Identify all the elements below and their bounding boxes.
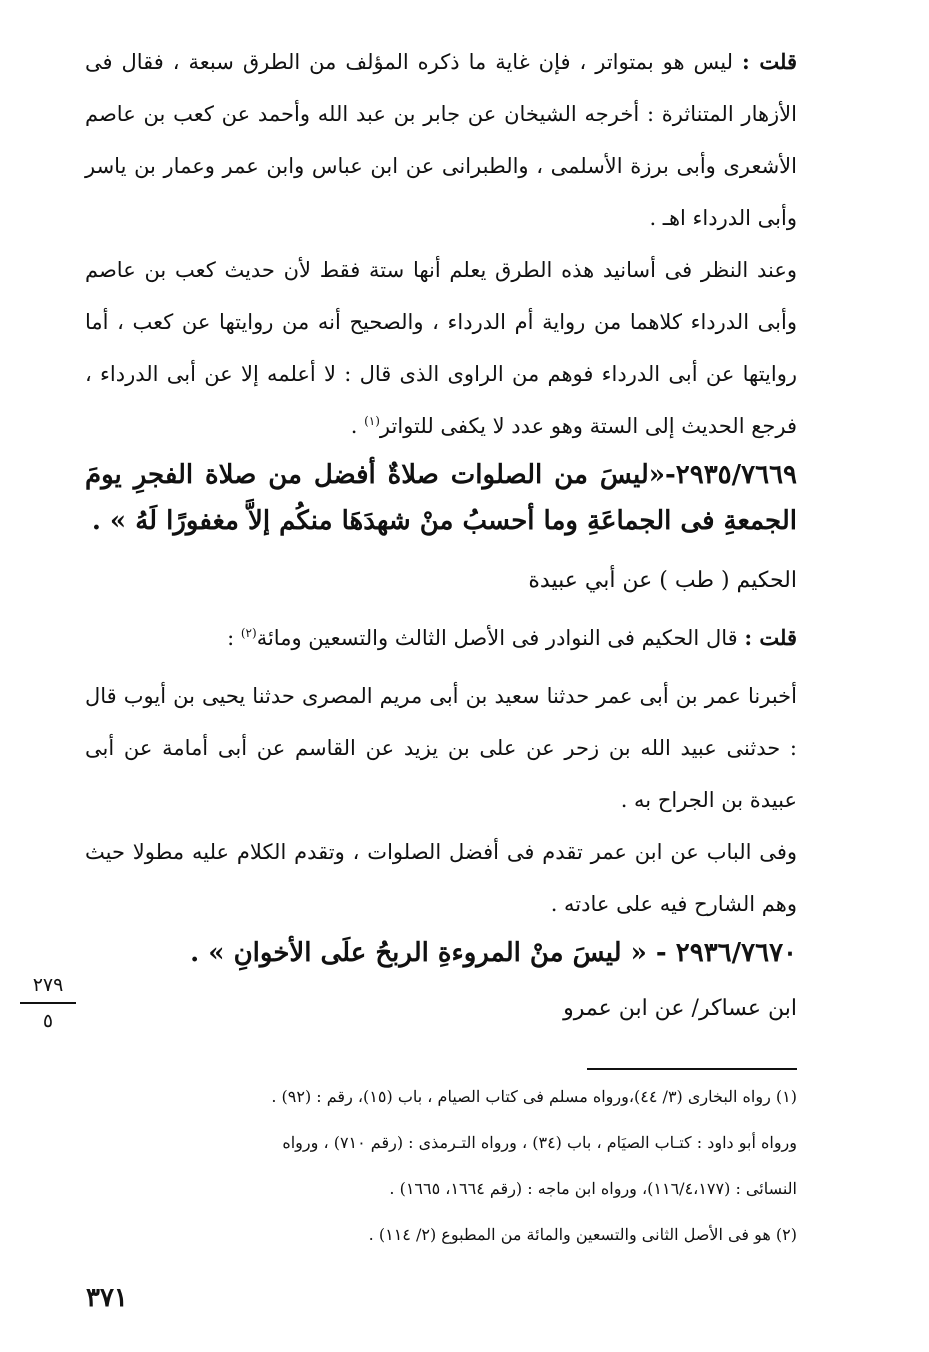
footnote-2: (٢) هو فى الأصل الثانى والتسعين والمائة من المطبوع (٢/ ١١٤) . (368, 1225, 797, 1244)
footnotes (85, 1074, 797, 1258)
paragraph-text: قال الحكيم فى النوادر فى الأصل الثالث والتسعين ومائة (256, 626, 745, 650)
margin-ref-top: ٢٧٩ (32, 974, 64, 996)
paragraph-commentary-4 (85, 826, 797, 930)
paragraph-commentary-2 (85, 244, 797, 452)
footnote-1-line-3: النسائى : (١١٦/٤،١٧٧)، ورواه ابن ماجه : (رقم ١٦٦٤، ١٦٦٥) . (389, 1179, 797, 1198)
page-number: ٣٧١ (86, 1283, 128, 1313)
paragraph-end: . (350, 414, 365, 438)
paragraph-commentary-3 (85, 612, 797, 664)
source-text: ابن عساكر/ عن ابن عمرو (563, 996, 797, 1021)
hadith-2935-source (85, 556, 797, 606)
hadith-2935 (85, 452, 797, 544)
paragraph-text: أخبرنا عمر بن أبى عمر حدثنا سعيد بن أبى مريم المصرى حدثنا يحيى بن أيوب قال : حدثنى عبيد الله بن زحر عن على بن يزيد عن القاسم عن أبى أمامة عن أبى عبيدة بن الجراح به . (85, 684, 797, 812)
paragraph-text: وعند النظر فى أسانيد هذه الطرق يعلم أنها ستة فقط لأن حديث كعب بن عاصم وأبى الدرداء كلاهما من رواية أم الدرداء ، والصحيح أنه من روايتها عن كعب ، أما روايتها عن أبى الدرداء فوهم من الراوى الذى قال : لا أعلمه إلا عن أبى الدرداء ، فرجع الحديث إلى الستة وهو عدد لا يكفى للتواتر (85, 258, 797, 438)
source-text: الحكيم ( طب ) عن أبي عبيدة (528, 568, 797, 593)
paragraph-commentary-1 (85, 36, 797, 244)
margin-ref-bottom: ٥ (42, 1010, 54, 1032)
hadith-text: ٢٩٣٥/٧٦٦٩-«ليسَ من الصلوات صلاةٌ أفضل من صلاة الفجرِ يومَ الجمعةِ فى الجماعَةِ وما أحسبُ منْ شهدَهَا منكُم إلاَّ مغفورًا لَهُ » . (85, 460, 797, 536)
margin-ref-rule (20, 1002, 76, 1004)
footnote-ref-1: (١) (364, 414, 380, 428)
paragraph-isnad (85, 670, 797, 826)
hadith-text: ٢٩٣٦/٧٦٧٠ - « ليسَ منْ المروءةِ الربحُ علَى الأخوانِ » . (190, 938, 797, 968)
footnote-1-line-2: ورواه أبو داود : كتـاب الصيَام ، باب (٣٤) ، ورواه التـرمذى : (رقم ٧١٠) ، ورواه (282, 1133, 797, 1152)
footnote-1-line-1: (١) رواه البخارى (٣/ ٤٤)،ورواه مسلم فى كتاب الصيام ، باب (١٥)، رقم : (٩٢) . (271, 1087, 797, 1106)
hadith-2936-source (85, 984, 797, 1034)
footnote-separator (587, 1068, 797, 1070)
footnote-ref-2: (٢) (240, 626, 257, 640)
paragraph-text: وفى الباب عن ابن عمر تقدم فى أفضل الصلوات ، وتقدم الكلام عليه مطولا حيث وهم الشارح فيه على عادته . (85, 840, 797, 916)
margin-reference (20, 972, 76, 1034)
qultu-label: قلت : (742, 49, 797, 74)
paragraph-end: : (227, 626, 241, 650)
hadith-2936 (85, 930, 797, 976)
qultu-label: قلت : (744, 625, 797, 650)
paragraph-text: ليس هو بمتواتر ، فإن غاية ما ذكره المؤلف من الطرق سبعة ، فقال فى الأزهار المتناثرة : أخرجه الشيخان عن جابر بن عبد الله وأحمد عن كعب بن عاصم الأشعرى وأبى برزة الأسلمى ، والطبرانى عن ابن عباس وابن عمر وعمار بن ياسر وأبى الدرداء اهـ . (85, 50, 797, 230)
